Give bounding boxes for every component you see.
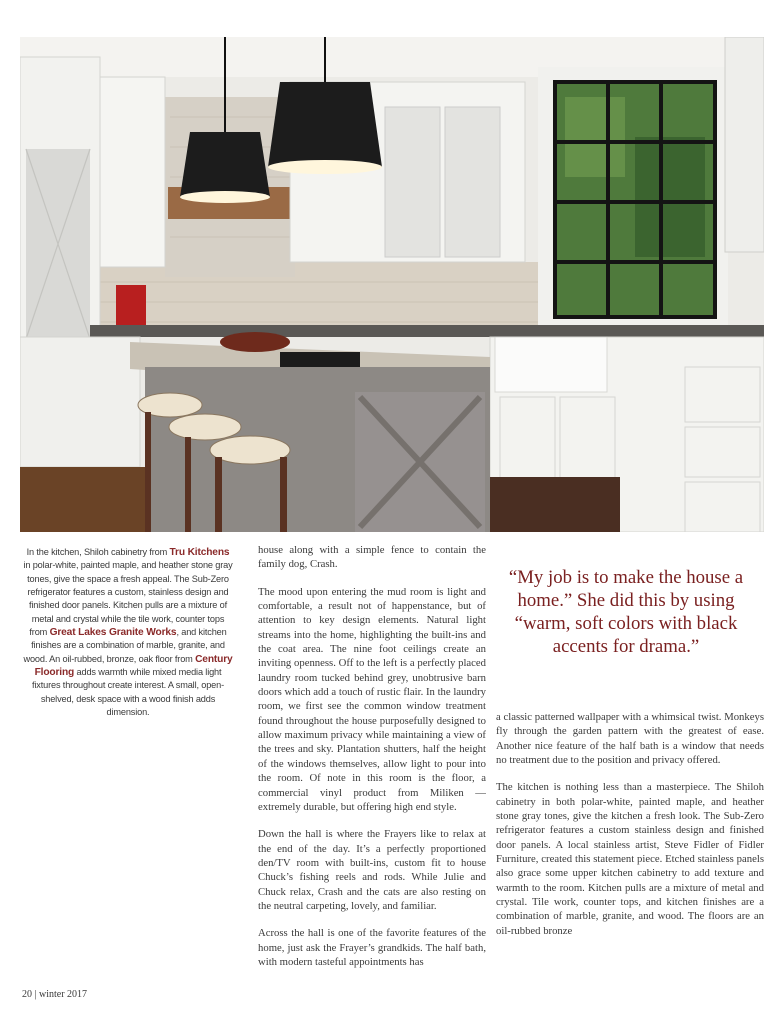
caption-credit-tru-kitchens: Tru Kitchens <box>169 547 230 558</box>
article-column-3 <box>496 710 764 951</box>
paragraph: house along with a simple fence to contain the family dog, Crash. <box>258 544 486 571</box>
caption-credit-great-lakes: Great Lakes Granite Works <box>49 627 177 639</box>
paragraph: The kitchen is nothing less than a masterpiece. The Shiloh cabinetry in both polar-white, painted maple, and heather stone gray tones, give the kitchen a fresh look. The Sub-Zero refrigerator features a custom stainless design and finished door panels. A local stainless artist, Steve Fidler of Fidler Furniture, created this statement piece. Etched stainless panels also grace some upper kitchen cabinetry to add texture and warmth to the room. Kitchen pulls are a mixture of metal and crystal. Tile work, counter tops, and kitchen finishes are a combination of marble, granite, and wood. The floors are an oil-rubbed bronze <box>496 781 764 937</box>
paragraph: Across the hall is one of the favorite features of the home, just ask the Frayer’s grandkids. The half bath, with modern tasteful appointments has <box>258 927 486 968</box>
page-footer: 20 | winter 2017 <box>22 989 88 1000</box>
kitchen-photo <box>20 37 764 532</box>
caption-text-1: In the kitchen, Shiloh cabinetry from <box>26 547 170 557</box>
caption-text-2: in polar-white, painted maple, and heather stone gray tones, give the space a fresh appeal. The Sub-Zero refrigerator features a custom, stainless design and finished door panels. Kitchen pulls are a mixture of metal and crystal while the tile work, counter tops from <box>23 560 233 638</box>
paragraph: Down the hall is where the Frayers like to relax at the end of the day. It’s a perfectly proportioned den/TV room with built-ins, custom fit to house Chuck’s fishing reels and rods. While Julie and Chuck relax, Crash and the cats are also resting on the neutral carpeting, lovely, and familiar. <box>258 828 486 912</box>
caption-text-4: adds warmth while mixed media light fixtures throughout create interest. A small, open-shelved, desk space with a wood finish adds dimension. <box>31 667 225 718</box>
caption-credit-century-flooring: Century Flooring <box>34 653 233 679</box>
pull-quote: “My job is to make the house a home.” She did this by using “warm, soft colors with black accents for drama.” <box>508 567 744 657</box>
caption-text-3: , and kitchen finishes are a combination of marble, granite, and wood. An oil-rubbed, bronze, oak floor from <box>23 627 227 664</box>
paragraph: The mood upon entering the mud room is light and comfortable, a result not of happenstance, but of attention to key design elements. Natural light streams into the home, highlighting the built-ins and the coat area. The nine foot ceilings create an inviting openness. Off to the left is a perfectly placed laundry room tucked behind grey, unobtrusive barn doors which add a touch of rustic flair. In the laundry room, we first see the common window treatment found throughout the house purposefully designed to allow maximum privacy while maintaining a view of the trees and sky. Plantation shutters, half the height of the windows themselves, allow light to pour into the room. Of note in this room is the floor, a commercial vinyl product from Miliken — extremely durable, but offering high end style. <box>258 585 486 813</box>
photo-caption <box>22 546 234 719</box>
paragraph: a classic patterned wallpaper with a whimsical twist. Monkeys fly through the garden pattern with the greatest of ease. Another nice feature of the half bath is a window that needs no treatment due to the position and privacy offered. <box>496 711 764 767</box>
article-column-2 <box>258 543 486 982</box>
